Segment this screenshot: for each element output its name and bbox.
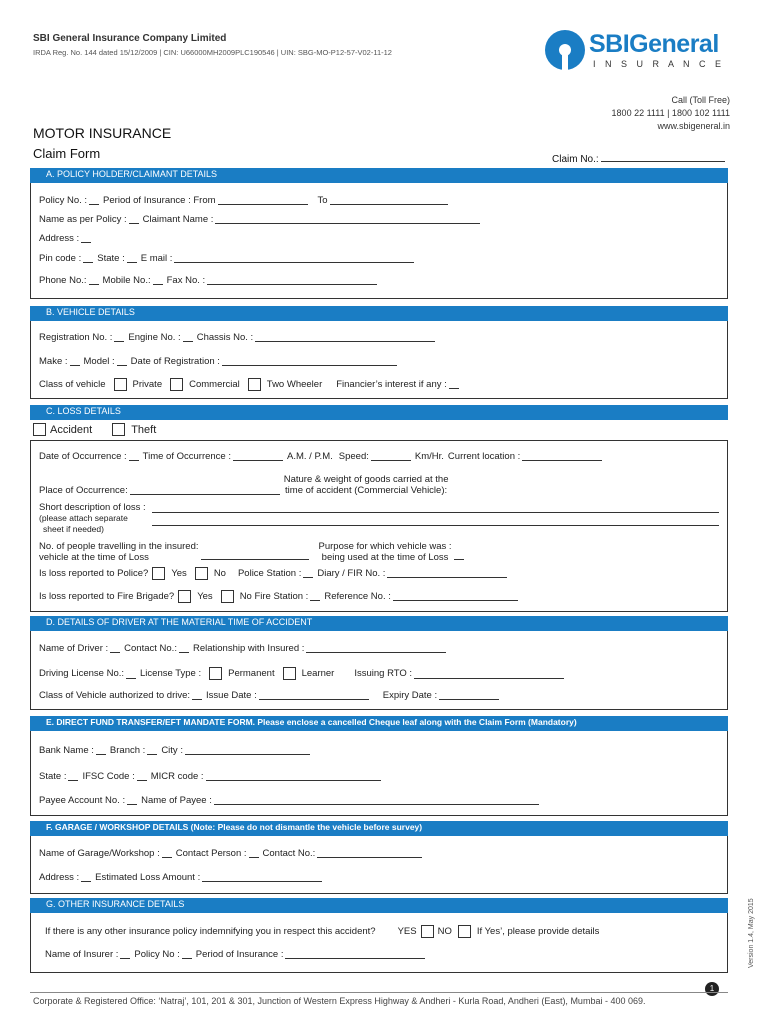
- commercial-checkbox[interactable]: [170, 378, 183, 391]
- fire-station-label: No Fire Station :: [239, 591, 309, 602]
- attach-note-2: sheet if needed): [43, 524, 104, 534]
- two-wheeler-checkbox[interactable]: [248, 378, 261, 391]
- logo-text: SBIGeneral: [589, 30, 719, 58]
- garage-contact-field[interactable]: [317, 848, 422, 858]
- reg-field[interactable]: [114, 332, 124, 342]
- other-yes-checkbox[interactable]: [421, 925, 434, 938]
- police-yes-checkbox[interactable]: [152, 567, 165, 580]
- fax-field[interactable]: [207, 275, 377, 285]
- row-place: [39, 474, 719, 496]
- license-type-label: License Type :: [140, 668, 202, 679]
- place-label: Place of Occurrence:: [39, 485, 128, 496]
- pin-label: Pin code :: [39, 253, 82, 264]
- time-occ-label: Time of Occurrence :: [142, 451, 231, 462]
- other-yes-label: YES: [397, 926, 417, 937]
- name-field[interactable]: [129, 214, 139, 224]
- class-auth-label: Class of Vehicle authorized to drive:: [39, 690, 191, 701]
- diary-label: Diary / FIR No. :: [317, 568, 386, 579]
- row-occurrence: [39, 451, 719, 462]
- row-police: [39, 567, 719, 580]
- mobile-field[interactable]: [153, 275, 163, 285]
- class-auth-field[interactable]: [192, 690, 202, 700]
- estimated-field[interactable]: [202, 872, 322, 882]
- kmhr-label: Km/Hr.: [414, 451, 444, 462]
- ifsc-label: IFSC Code :: [82, 771, 135, 782]
- row-name: [39, 214, 719, 225]
- row-garage-address: [39, 872, 719, 883]
- police-yes-label: Yes: [171, 568, 187, 579]
- row-make: [39, 356, 719, 367]
- rto-field[interactable]: [414, 669, 564, 679]
- claimant-label: Claimant Name :: [142, 214, 214, 225]
- state-label: State :: [97, 253, 125, 264]
- police-question: Is loss reported to Police?: [39, 568, 149, 579]
- class-label: Class of vehicle: [39, 379, 106, 390]
- section-c-heading: C. LOSS DETAILS: [30, 405, 728, 420]
- row-fire: [39, 590, 719, 603]
- garage-address-label: Address :: [39, 872, 80, 883]
- purpose-line1: Purpose for which vehicle was :: [318, 541, 452, 552]
- section-b-box: [30, 321, 728, 399]
- accident-checkbox[interactable]: [33, 423, 46, 436]
- other-no-label: NO: [437, 926, 452, 937]
- people-label: [39, 541, 199, 563]
- speed-label: Speed:: [338, 451, 369, 462]
- speed-field[interactable]: [371, 451, 411, 461]
- pin-field[interactable]: [83, 253, 93, 263]
- fire-no-checkbox[interactable]: [221, 590, 234, 603]
- date-occ-field[interactable]: [129, 451, 139, 461]
- license-label: Driving License No.:: [39, 668, 125, 679]
- diary-field[interactable]: [387, 568, 507, 578]
- section-a-heading: A. POLICY HOLDER/CLAIMANT DETAILS: [30, 168, 728, 183]
- police-station-label: Police Station :: [237, 568, 302, 579]
- section-d-heading: D. DETAILS OF DRIVER AT THE MATERIAL TIME OF ACCIDENT: [30, 616, 728, 631]
- rto-label: Issuing RTO :: [354, 668, 413, 679]
- payee-acc-field[interactable]: [127, 795, 137, 805]
- nature-line2: time of accident (Commercial Vehicle):: [285, 485, 448, 496]
- claimant-field[interactable]: [215, 214, 480, 224]
- private-checkbox[interactable]: [114, 378, 127, 391]
- row-garage: [39, 848, 719, 859]
- row-address: [39, 233, 719, 244]
- claim-no-label: Claim No.:: [552, 154, 599, 165]
- email-field[interactable]: [174, 253, 414, 263]
- row-pin: [39, 253, 719, 264]
- location-field[interactable]: [522, 451, 602, 461]
- row-payee: [39, 795, 719, 806]
- model-label: Model :: [83, 356, 115, 367]
- section-g-box: [30, 913, 728, 973]
- row-policy: [39, 195, 719, 206]
- driver-contact-label: Contact No.:: [124, 643, 177, 654]
- name-label: Name as per Policy :: [39, 214, 127, 225]
- email-label: E mail :: [140, 253, 173, 264]
- date-reg-field[interactable]: [222, 356, 397, 366]
- bank-state-field[interactable]: [68, 771, 78, 781]
- payee-name-field[interactable]: [214, 795, 539, 805]
- row-insurer: [45, 949, 719, 960]
- nature-label: [284, 474, 449, 496]
- other-no-checkbox[interactable]: [458, 925, 471, 938]
- page-subtitle: Claim Form: [33, 146, 101, 161]
- section-e-box: [30, 731, 728, 816]
- garage-field[interactable]: [162, 848, 172, 858]
- short-desc-label-block: [39, 503, 146, 535]
- contact-person-label: Contact Person :: [175, 848, 247, 859]
- row-ifsc: [39, 771, 719, 782]
- payee-name-label: Name of Payee :: [141, 795, 212, 806]
- section-f-heading: F. GARAGE / WORKSHOP DETAILS (Note: Please do not dismantle the vehicle before survey): [30, 821, 728, 836]
- city-field[interactable]: [185, 745, 310, 755]
- time-occ-field[interactable]: [233, 451, 283, 461]
- learner-checkbox[interactable]: [283, 667, 296, 680]
- page-number: 1: [705, 982, 719, 996]
- place-field[interactable]: [130, 485, 280, 495]
- row-other-insurance: [45, 925, 719, 938]
- people-field[interactable]: [201, 550, 309, 560]
- phone-numbers: 1800 22 1111 | 1800 102 1111: [611, 108, 730, 118]
- fire-yes-label: Yes: [197, 591, 213, 602]
- short-desc-fields: [152, 503, 719, 526]
- expiry-label: Expiry Date :: [382, 690, 438, 701]
- section-g-heading: G. OTHER INSURANCE DETAILS: [30, 898, 728, 913]
- policy-no-label: Policy No. :: [39, 195, 88, 206]
- company-name: SBI General Insurance Company Limited: [33, 33, 227, 44]
- estimated-label: Estimated Loss Amount :: [95, 872, 201, 883]
- contact-block: [612, 94, 730, 133]
- date-reg-label: Date of Registration :: [130, 356, 220, 367]
- location-label: Current location :: [447, 451, 521, 462]
- purpose-field[interactable]: [454, 550, 464, 560]
- license-field[interactable]: [126, 669, 136, 679]
- people-line2: vehicle at the time of Loss: [39, 552, 149, 563]
- row-class: [39, 378, 719, 391]
- attach-note-1: (please attach separate: [39, 513, 128, 523]
- driver-label: Name of Driver :: [39, 643, 109, 654]
- accident-label: Accident: [50, 423, 93, 436]
- section-f-box: [30, 836, 728, 894]
- relation-label: Relationship with Insured :: [192, 643, 305, 654]
- claim-no-field[interactable]: [552, 152, 725, 165]
- logo-subtext: I N S U R A N C E: [593, 59, 725, 69]
- engine-label: Engine No. :: [128, 332, 181, 343]
- permanent-label: Permanent: [228, 668, 275, 679]
- loss-type-options: [30, 423, 156, 436]
- if-yes-label: If Yes’, please provide details: [476, 926, 600, 937]
- theft-label: Theft: [131, 423, 157, 436]
- bank-label: Bank Name :: [39, 745, 94, 756]
- garage-label: Name of Garage/Workshop :: [39, 848, 160, 859]
- state-field[interactable]: [127, 253, 137, 263]
- short-desc-field-2[interactable]: [152, 513, 719, 526]
- people-line1: No. of people travelling in the insured:: [39, 541, 199, 552]
- financier-field[interactable]: [449, 379, 459, 389]
- phone-label: Phone No.:: [39, 275, 87, 286]
- private-label: Private: [132, 379, 163, 390]
- branch-label: Branch :: [109, 745, 146, 756]
- row-class-auth: [39, 690, 719, 701]
- driver-contact-field[interactable]: [179, 643, 189, 653]
- insurer-label: Name of Insurer :: [45, 949, 119, 960]
- fire-station-field[interactable]: [310, 591, 320, 601]
- payee-acc-label: Payee Account No. :: [39, 795, 126, 806]
- section-b-heading: B. VEHICLE DETAILS: [30, 306, 728, 321]
- section-c-box: [30, 440, 728, 612]
- engine-field[interactable]: [183, 332, 193, 342]
- driver-field[interactable]: [110, 643, 120, 653]
- make-field[interactable]: [70, 356, 80, 366]
- row-people: [39, 541, 719, 563]
- ampm-label: A.M. / P.M.: [287, 451, 333, 462]
- garage-address-field[interactable]: [81, 872, 91, 882]
- other-insurance-question: If there is any other insurance policy indemnifying you in respect this accident?: [45, 926, 376, 937]
- period-to-field[interactable]: [330, 195, 448, 205]
- police-no-checkbox[interactable]: [195, 567, 208, 580]
- bank-field[interactable]: [96, 745, 106, 755]
- policy-no-field[interactable]: [89, 195, 99, 205]
- city-label: City :: [161, 745, 183, 756]
- reg-label: Registration No. :: [39, 332, 113, 343]
- issue-field[interactable]: [259, 690, 369, 700]
- purpose-label: [319, 541, 452, 563]
- date-occ-label: Date of Occurrence :: [39, 451, 127, 462]
- micr-field[interactable]: [206, 771, 381, 781]
- purpose-line2: being used at the time of Loss: [321, 552, 449, 563]
- period-to-label: To: [317, 195, 328, 206]
- page-title: MOTOR INSURANCE: [33, 125, 172, 141]
- expiry-field[interactable]: [439, 690, 499, 700]
- financier-label: Financier’s interest if any :: [336, 379, 447, 390]
- fax-label: Fax No. :: [166, 275, 206, 286]
- row-license: [39, 667, 719, 680]
- police-station-field[interactable]: [303, 568, 313, 578]
- ifsc-field[interactable]: [137, 771, 147, 781]
- chassis-field[interactable]: [255, 332, 435, 342]
- relation-field[interactable]: [306, 643, 446, 653]
- other-period-label: Period of Insurance :: [195, 949, 284, 960]
- row-driver: [39, 643, 719, 654]
- reference-label: Reference No. :: [324, 591, 391, 602]
- period-from-label: Period of Insurance : From: [103, 195, 216, 206]
- address-field[interactable]: [81, 233, 91, 243]
- micr-label: MICR code :: [150, 771, 204, 782]
- fire-yes-checkbox[interactable]: [178, 590, 191, 603]
- insurer-field[interactable]: [120, 949, 130, 959]
- issue-label: Issue Date :: [206, 690, 257, 701]
- nature-line1: Nature & weight of goods carried at the: [283, 474, 449, 485]
- website-link[interactable]: www.sbigeneral.in: [657, 121, 730, 131]
- row-short-desc: [39, 503, 719, 535]
- police-no-label: No: [213, 568, 226, 579]
- row-registration: [39, 332, 719, 343]
- model-field[interactable]: [117, 356, 127, 366]
- section-e-heading: E. DIRECT FUND TRANSFER/EFT MANDATE FORM. Please enclose a cancelled Cheque leaf along with the Claim Form (Mandatory): [30, 716, 728, 731]
- mobile-label: Mobile No.:: [102, 275, 151, 286]
- version-text: Version 1.4, May 2015: [748, 898, 755, 968]
- row-bank: [39, 745, 719, 756]
- period-from-field[interactable]: [218, 195, 308, 205]
- other-period-field[interactable]: [285, 949, 425, 959]
- section-d-box: [30, 631, 728, 710]
- make-label: Make :: [39, 356, 68, 367]
- sbi-general-logo: [543, 28, 743, 76]
- branch-field[interactable]: [147, 745, 157, 755]
- reference-field[interactable]: [393, 591, 518, 601]
- commercial-label: Commercial: [189, 379, 240, 390]
- garage-contact-label: Contact No.:: [262, 848, 316, 859]
- short-desc-field-1[interactable]: [152, 503, 719, 513]
- footer-divider: [30, 992, 728, 993]
- learner-label: Learner: [301, 668, 335, 679]
- fire-question: Is loss reported to Fire Brigade?: [39, 591, 175, 602]
- contact-person-field[interactable]: [249, 848, 259, 858]
- phone-field[interactable]: [89, 275, 99, 285]
- permanent-checkbox[interactable]: [209, 667, 222, 680]
- short-desc-label: Short description of loss :: [39, 502, 146, 513]
- registration-info: IRDA Reg. No. 144 dated 15/12/2009 | CIN: U66000MH2009PLC190546 | UIN: SBG-MO-P12-57-V02-11-12: [33, 48, 392, 57]
- other-policy-label: Policy No :: [134, 949, 180, 960]
- bank-state-label: State :: [39, 771, 67, 782]
- footer-office: Corporate & Registered Office: ‘Natraj’, 101, 201 & 301, Junction of Western Express Highway & Andheri - Kurla Road, Andheri (East), Mumbai - 400 069.: [33, 996, 646, 1006]
- address-label: Address :: [39, 233, 80, 244]
- call-label: Call (Toll Free): [671, 95, 730, 105]
- other-policy-field[interactable]: [182, 949, 192, 959]
- row-phone: [39, 275, 719, 286]
- chassis-label: Chassis No. :: [196, 332, 254, 343]
- section-a-box: [30, 183, 728, 299]
- theft-checkbox[interactable]: [112, 423, 125, 436]
- two-wheeler-label: Two Wheeler: [266, 379, 323, 390]
